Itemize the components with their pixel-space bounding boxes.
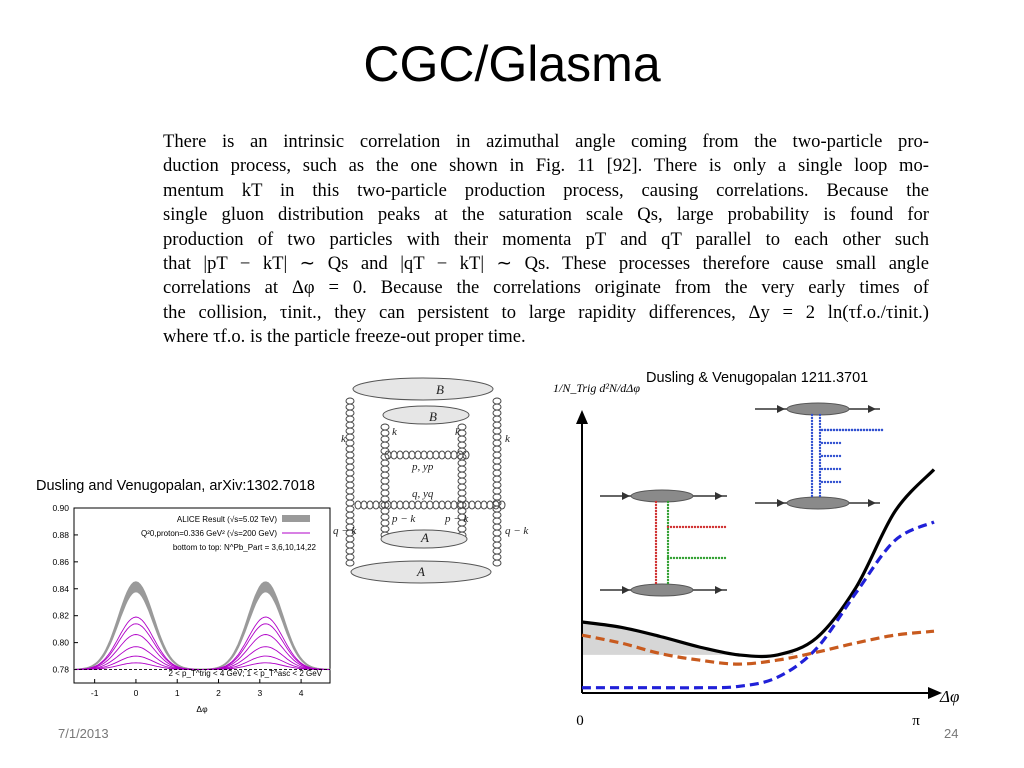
inset2-gluon-blue-long <box>845 429 847 431</box>
inset1-gluon-red <box>655 567 657 569</box>
right-chart-marks <box>576 410 942 699</box>
inset1-gluon-red <box>655 531 657 533</box>
diagram-label-k-right: k <box>505 433 510 445</box>
inset2-gluon-blue-branch <box>821 481 823 483</box>
inset2-gluon-blue-right <box>819 435 821 437</box>
diagram-label-k-inner-left: k <box>392 426 397 438</box>
y-tick-label: 0.78 <box>52 664 69 675</box>
inset1-gluon-red <box>655 543 657 545</box>
inset1-gluon-red <box>655 507 657 509</box>
inset1-gluon-red <box>655 558 657 560</box>
inset1-gluon-green <box>667 501 669 503</box>
inset1-gluon-red <box>655 549 657 551</box>
inset2-propagator-top-arrow-left <box>777 405 785 413</box>
diagram-label-pk-left: p − k <box>392 513 416 525</box>
inset2-gluon-blue-left <box>811 435 813 437</box>
inset1-gluon-red-branch <box>673 526 675 528</box>
inset1-gluon-green <box>667 543 669 545</box>
inset1-gluon-red <box>655 528 657 530</box>
inset1-gluon-red-branch <box>709 526 711 528</box>
inset2-gluon-blue-branch <box>827 455 829 457</box>
inset2-gluon-blue-long <box>824 429 826 431</box>
inset2-gluon-blue-left <box>811 417 813 419</box>
right-chart-xlabel: Δφ <box>940 687 960 706</box>
inset2-gluon-blue-left <box>811 453 813 455</box>
inset1-gluon-red-branch <box>685 526 687 528</box>
inset2-gluon-blue-long <box>842 429 844 431</box>
slide-title: CGC/Glasma <box>363 36 661 92</box>
inset1-gluon-green <box>667 549 669 551</box>
inset2-gluon-blue-right <box>819 447 821 449</box>
inset2-gluon-blue-left <box>811 465 813 467</box>
inset2-gluon-blue-left <box>811 426 813 428</box>
inset1-gluon-green-branch <box>700 557 702 559</box>
paragraph-line: the collision, τinit., they can persistent to large rapidity differences, Δy = 2 ln(τf.o./τinit.) <box>163 301 929 323</box>
inset2-propagator-top-arrow-right <box>868 405 876 413</box>
inset1-gluon-green-branch <box>697 557 699 559</box>
y-tick-label: 0.88 <box>52 529 69 540</box>
inset2-gluon-blue-right <box>819 459 821 461</box>
inset2-gluon-blue-left <box>811 489 813 491</box>
inset2-gluon-blue-long <box>848 429 850 431</box>
inset2-gluon-blue-left <box>811 438 813 440</box>
inset1-gluon-red-branch <box>670 526 672 528</box>
inset1-gluon-green-branch <box>676 557 678 559</box>
inset1-gluon-green-branch <box>685 557 687 559</box>
left-chart-xlabel: Δφ <box>196 704 208 714</box>
diagram-label-a-bottom: A <box>417 564 425 579</box>
y-tick-label: 0.84 <box>52 583 69 594</box>
inset1-gluon-red <box>655 525 657 527</box>
inset1-gluon-red <box>655 504 657 506</box>
inset2-gluon-blue-left <box>811 495 813 497</box>
right-chart-inset-diagrams <box>600 403 883 596</box>
inset2-gluon-blue-right <box>819 423 821 425</box>
inset2-gluon-blue-branch <box>836 455 838 457</box>
inset1-gluon-green-branch <box>724 557 726 559</box>
inset2-gluon-blue-long <box>830 429 832 431</box>
inset2-gluon-blue-branch <box>824 455 826 457</box>
inset2-blob-top <box>787 403 849 415</box>
inset1-gluon-red <box>655 582 657 584</box>
inset2-gluon-blue-branch <box>821 442 823 444</box>
inset2-gluon-blue-long <box>860 429 862 431</box>
inset2-gluon-blue-right <box>819 450 821 452</box>
inset1-propagator-top-arrow-right <box>715 492 723 500</box>
inset2-gluon-blue-right <box>819 474 821 476</box>
diagram-label-qyq: q, yq <box>412 488 434 500</box>
inset2-gluon-blue-branch <box>830 455 832 457</box>
inset2-gluon-blue-long <box>827 429 829 431</box>
inset1-gluon-green <box>667 540 669 542</box>
right-chart-xtick-0: 0 <box>576 713 584 729</box>
inset2-gluon-blue-right <box>819 420 821 422</box>
inset1-gluon-red-branch <box>676 526 678 528</box>
inset2-gluon-blue-branch <box>827 481 829 483</box>
inset1-gluon-red <box>655 576 657 578</box>
right-chart-ylabel: 1/N_Trig d²N/dΔφ <box>553 381 640 395</box>
inset1-gluon-green <box>667 570 669 572</box>
inset2-gluon-blue-right <box>819 471 821 473</box>
inset2-gluon-blue-branch <box>836 481 838 483</box>
left-figure-caption: Dusling and Venugopalan, arXiv:1302.7018 <box>36 478 315 494</box>
inset2-gluon-blue-left <box>811 471 813 473</box>
inset1-gluon-red-branch <box>715 526 717 528</box>
inset2-gluon-blue-long <box>854 429 856 431</box>
inset1-gluon-green <box>667 582 669 584</box>
inset2-gluon-blue-branch <box>839 481 841 483</box>
inset1-gluon-green <box>667 534 669 536</box>
inset2-gluon-blue-branch <box>821 455 823 457</box>
inset1-gluon-red <box>655 573 657 575</box>
inset2-propagator-bottom-arrow-right <box>868 499 876 507</box>
inset2-gluon-blue-branch <box>833 455 835 457</box>
inset1-gluon-green <box>667 504 669 506</box>
inset2-gluon-blue-long <box>857 429 859 431</box>
right-chart-xtick-pi: π <box>912 713 920 729</box>
diagram-label-qk-left: q − k <box>333 525 357 537</box>
inset1-blob-bottom <box>631 584 693 596</box>
inset2-gluon-blue-branch <box>830 468 832 470</box>
inset2-gluon-blue-left <box>811 477 813 479</box>
inset2-gluon-blue-long <box>869 429 871 431</box>
inset2-gluon-blue-branch <box>839 442 841 444</box>
inset2-gluon-blue-branch <box>830 442 832 444</box>
inset1-gluon-red <box>655 516 657 518</box>
inset1-gluon-green <box>667 573 669 575</box>
inset2-gluon-blue-right <box>819 453 821 455</box>
inset2-gluon-blue-left <box>811 444 813 446</box>
legend-entry-alice: ALICE Result (√s=5.02 TeV) <box>176 515 277 524</box>
inset2-gluon-blue-long <box>875 429 877 431</box>
inset2-gluon-blue-right <box>819 414 821 416</box>
inset1-gluon-red <box>655 519 657 521</box>
y-axis-arrow <box>576 410 588 424</box>
inset1-gluon-green-branch <box>715 557 717 559</box>
inset1-gluon-green <box>667 507 669 509</box>
series-line-dashed <box>582 522 934 688</box>
inset2-gluon-blue-left <box>811 420 813 422</box>
paragraph-line: production of two particles with their momenta pT and qT parallel to each other such <box>163 228 929 250</box>
y-tick-label: 0.90 <box>52 503 69 513</box>
footer-date: 7/1/2013 <box>58 726 109 741</box>
inset2-gluon-blue-left <box>811 462 813 464</box>
inset2-gluon-blue-right <box>819 465 821 467</box>
inset2-gluon-blue-left <box>811 492 813 494</box>
diagram-label-qk-right: q − k <box>505 525 529 537</box>
inset1-gluon-green <box>667 546 669 548</box>
inset2-gluon-blue-branch <box>827 442 829 444</box>
inset1-gluon-green <box>667 564 669 566</box>
inset2-gluon-blue-right <box>819 489 821 491</box>
x-tick-label: 3 <box>257 688 263 698</box>
inset2-gluon-blue-long <box>872 429 874 431</box>
inset2-gluon-blue-branch <box>836 468 838 470</box>
inset1-gluon-red <box>655 534 657 536</box>
inset1-gluon-green <box>667 537 669 539</box>
legend-entry-npart: bottom to top: N^Pb_Part = 3,6,10,14,22 <box>172 543 316 552</box>
inset2-gluon-blue-right <box>819 444 821 446</box>
inset2-gluon-blue-branch <box>824 442 826 444</box>
inset1-gluon-green <box>667 522 669 524</box>
inset2-gluon-blue-branch <box>824 468 826 470</box>
paragraph-line: correlations at Δφ = 0. Because the correlations originate from the very early times of <box>163 277 929 299</box>
inset2-gluon-blue-right <box>819 417 821 419</box>
y-tick-label: 0.82 <box>52 610 69 621</box>
inset2-propagator-bottom-arrow-left <box>777 499 785 507</box>
inset2-blob-bottom <box>787 497 849 509</box>
inset1-gluon-red-branch <box>703 526 705 528</box>
inset1-gluon-red <box>655 570 657 572</box>
inset2-gluon-blue-right <box>819 492 821 494</box>
inset2-gluon-blue-left <box>811 456 813 458</box>
inset2-gluon-blue-branch <box>839 455 841 457</box>
inset1-gluon-green <box>667 531 669 533</box>
inset1-gluon-green <box>667 561 669 563</box>
inset2-gluon-blue-branch <box>836 442 838 444</box>
diagram-label-b-top: B <box>436 382 444 397</box>
inset2-gluon-blue-long <box>866 429 868 431</box>
inset2-gluon-blue-left <box>811 447 813 449</box>
inset2-gluon-blue-branch <box>833 481 835 483</box>
x-tick-label: 4 <box>298 688 304 698</box>
inset2-gluon-blue-left <box>811 486 813 488</box>
paragraph-line: duction process, such as the one shown in Fig. 11 [92]. There is only a single loop mo- <box>163 155 929 177</box>
inset1-gluon-red-branch <box>688 526 690 528</box>
inset1-gluon-green-branch <box>679 557 681 559</box>
diagram-label-a-inner: A <box>421 530 429 545</box>
inset1-gluon-red <box>655 555 657 557</box>
inset2-gluon-blue-left <box>811 450 813 452</box>
inset1-gluon-red <box>655 513 657 515</box>
inset2-gluon-blue-long <box>851 429 853 431</box>
diagram-label-k-left: k <box>341 433 346 445</box>
inset2-gluon-blue-long <box>881 429 883 431</box>
inset1-gluon-red-branch <box>679 526 681 528</box>
inset1-gluon-green-branch <box>682 557 684 559</box>
inset1-gluon-green <box>667 567 669 569</box>
inset1-gluon-green <box>667 516 669 518</box>
inset1-propagator-top-arrow-left <box>622 492 630 500</box>
inset2-gluon-blue-left <box>811 474 813 476</box>
inset1-blob-top <box>631 490 693 502</box>
inset1-gluon-green-branch <box>688 557 690 559</box>
inset2-gluon-blue-left <box>811 432 813 434</box>
inset1-gluon-red <box>655 579 657 581</box>
paragraph-line: mentum kT in this two-particle production process, causing correlations. Because the <box>163 179 929 201</box>
inset1-gluon-red-branch <box>697 526 699 528</box>
left-chart-annotation: 2 < p_T^trig < 4 GeV; 1 < p_T^asc < 2 GeV <box>168 669 322 678</box>
inset1-gluon-green-branch <box>667 557 669 559</box>
inset1-gluon-red <box>655 510 657 512</box>
inset1-gluon-green <box>667 510 669 512</box>
inset2-gluon-blue-right <box>819 432 821 434</box>
inset1-gluon-green-branch <box>691 557 693 559</box>
inset1-gluon-green-branch <box>706 557 708 559</box>
inset1-gluon-green-branch <box>703 557 705 559</box>
paragraph-line: single gluon distribution peaks at the saturation scale Qs, large probability is found for <box>163 204 929 226</box>
footer-page-number: 24 <box>944 726 959 741</box>
inset2-gluon-blue-right <box>819 462 821 464</box>
inset2-gluon-blue-branch <box>824 481 826 483</box>
inset2-gluon-blue-right <box>819 477 821 479</box>
inset2-gluon-blue-left <box>811 468 813 470</box>
inset2-gluon-blue-left <box>811 459 813 461</box>
diagram-label-k-inner-right: k <box>455 426 460 438</box>
inset2-gluon-blue-left <box>811 480 813 482</box>
inset2-gluon-blue-long <box>833 429 835 431</box>
inset2-gluon-blue-long <box>863 429 865 431</box>
inset1-gluon-green-branch <box>673 557 675 559</box>
inset1-gluon-red-branch <box>682 526 684 528</box>
inset2-gluon-blue-left <box>811 423 813 425</box>
inset1-gluon-red-branch <box>694 526 696 528</box>
inset1-gluon-red <box>655 546 657 548</box>
legend-entry-q0: Q²0,proton=0.336 GeV² (√s=200 GeV) <box>140 529 277 538</box>
inset2-gluon-blue-branch <box>821 468 823 470</box>
inset2-gluon-blue-branch <box>827 468 829 470</box>
inset2-gluon-blue-right <box>819 438 821 440</box>
inset2-gluon-blue-left <box>811 414 813 416</box>
inset1-gluon-red <box>655 540 657 542</box>
inset1-gluon-red-branch <box>691 526 693 528</box>
inset1-propagator-bottom-arrow-right <box>715 586 723 594</box>
inset2-gluon-blue-branch <box>833 442 835 444</box>
diagram-label-pyp: p, yp <box>412 461 434 473</box>
inset1-gluon-red-branch <box>700 526 702 528</box>
inset1-gluon-red-branch <box>721 526 723 528</box>
inset2-gluon-blue-right <box>819 486 821 488</box>
inset2-gluon-blue-left <box>811 429 813 431</box>
inset1-gluon-green-branch <box>709 557 711 559</box>
x-tick-label: 0 <box>133 688 139 698</box>
inset2-gluon-blue-right <box>819 426 821 428</box>
inset2-gluon-blue-branch <box>839 468 841 470</box>
inset2-gluon-blue-long <box>839 429 841 431</box>
inset1-gluon-green <box>667 513 669 515</box>
x-tick-label: 2 <box>216 688 221 698</box>
x-tick-label: -1 <box>90 688 99 698</box>
inset1-propagator-bottom-arrow-left <box>622 586 630 594</box>
inset1-gluon-green <box>667 576 669 578</box>
inset2-gluon-blue-branch <box>833 468 835 470</box>
inset1-gluon-red-branch <box>724 526 726 528</box>
inset1-gluon-green-branch <box>694 557 696 559</box>
inset1-gluon-green-branch <box>718 557 720 559</box>
inset1-gluon-green-branch <box>721 557 723 559</box>
inset1-gluon-red-branch <box>712 526 714 528</box>
inset1-gluon-red-branch <box>718 526 720 528</box>
inset2-gluon-blue-right <box>819 483 821 485</box>
inset1-gluon-red <box>655 564 657 566</box>
x-tick-label: 1 <box>174 688 180 698</box>
inset1-gluon-red-branch <box>667 526 669 528</box>
inset2-gluon-blue-branch <box>830 481 832 483</box>
paragraph-line: that |pT − kT| ∼ Qs and |qT − kT| ∼ Qs. These processes therefore cause small angle <box>163 253 929 275</box>
inset2-gluon-blue-left <box>811 441 813 443</box>
inset1-gluon-red <box>655 501 657 503</box>
inset2-gluon-blue-left <box>811 483 813 485</box>
inset1-gluon-red <box>655 537 657 539</box>
inset1-gluon-red <box>655 561 657 563</box>
right-figure-caption: Dusling & Venugopalan 1211.3701 <box>646 370 869 386</box>
inset1-gluon-red-branch <box>706 526 708 528</box>
inset1-gluon-green <box>667 519 669 521</box>
inset1-gluon-green <box>667 552 669 554</box>
inset1-gluon-green-branch <box>712 557 714 559</box>
inset1-gluon-red <box>655 522 657 524</box>
paragraph-line: where τf.o. is the particle freeze-out proper time. <box>163 326 526 348</box>
inset2-gluon-blue-right <box>819 495 821 497</box>
diagram-label-pk-right: p − k <box>445 513 469 525</box>
inset2-gluon-blue-long <box>821 429 823 431</box>
inset2-gluon-blue-long <box>878 429 880 431</box>
inset1-gluon-green <box>667 579 669 581</box>
inset1-gluon-red <box>655 552 657 554</box>
inset2-gluon-blue-long <box>836 429 838 431</box>
y-tick-label: 0.80 <box>52 637 69 648</box>
paragraph-line: There is an intrinsic correlation in azimuthal angle coming from the two-particle pro- <box>163 131 929 152</box>
inset1-gluon-green-branch <box>670 557 672 559</box>
diagram-label-b-inner: B <box>429 409 437 424</box>
y-tick-label: 0.86 <box>52 556 69 567</box>
